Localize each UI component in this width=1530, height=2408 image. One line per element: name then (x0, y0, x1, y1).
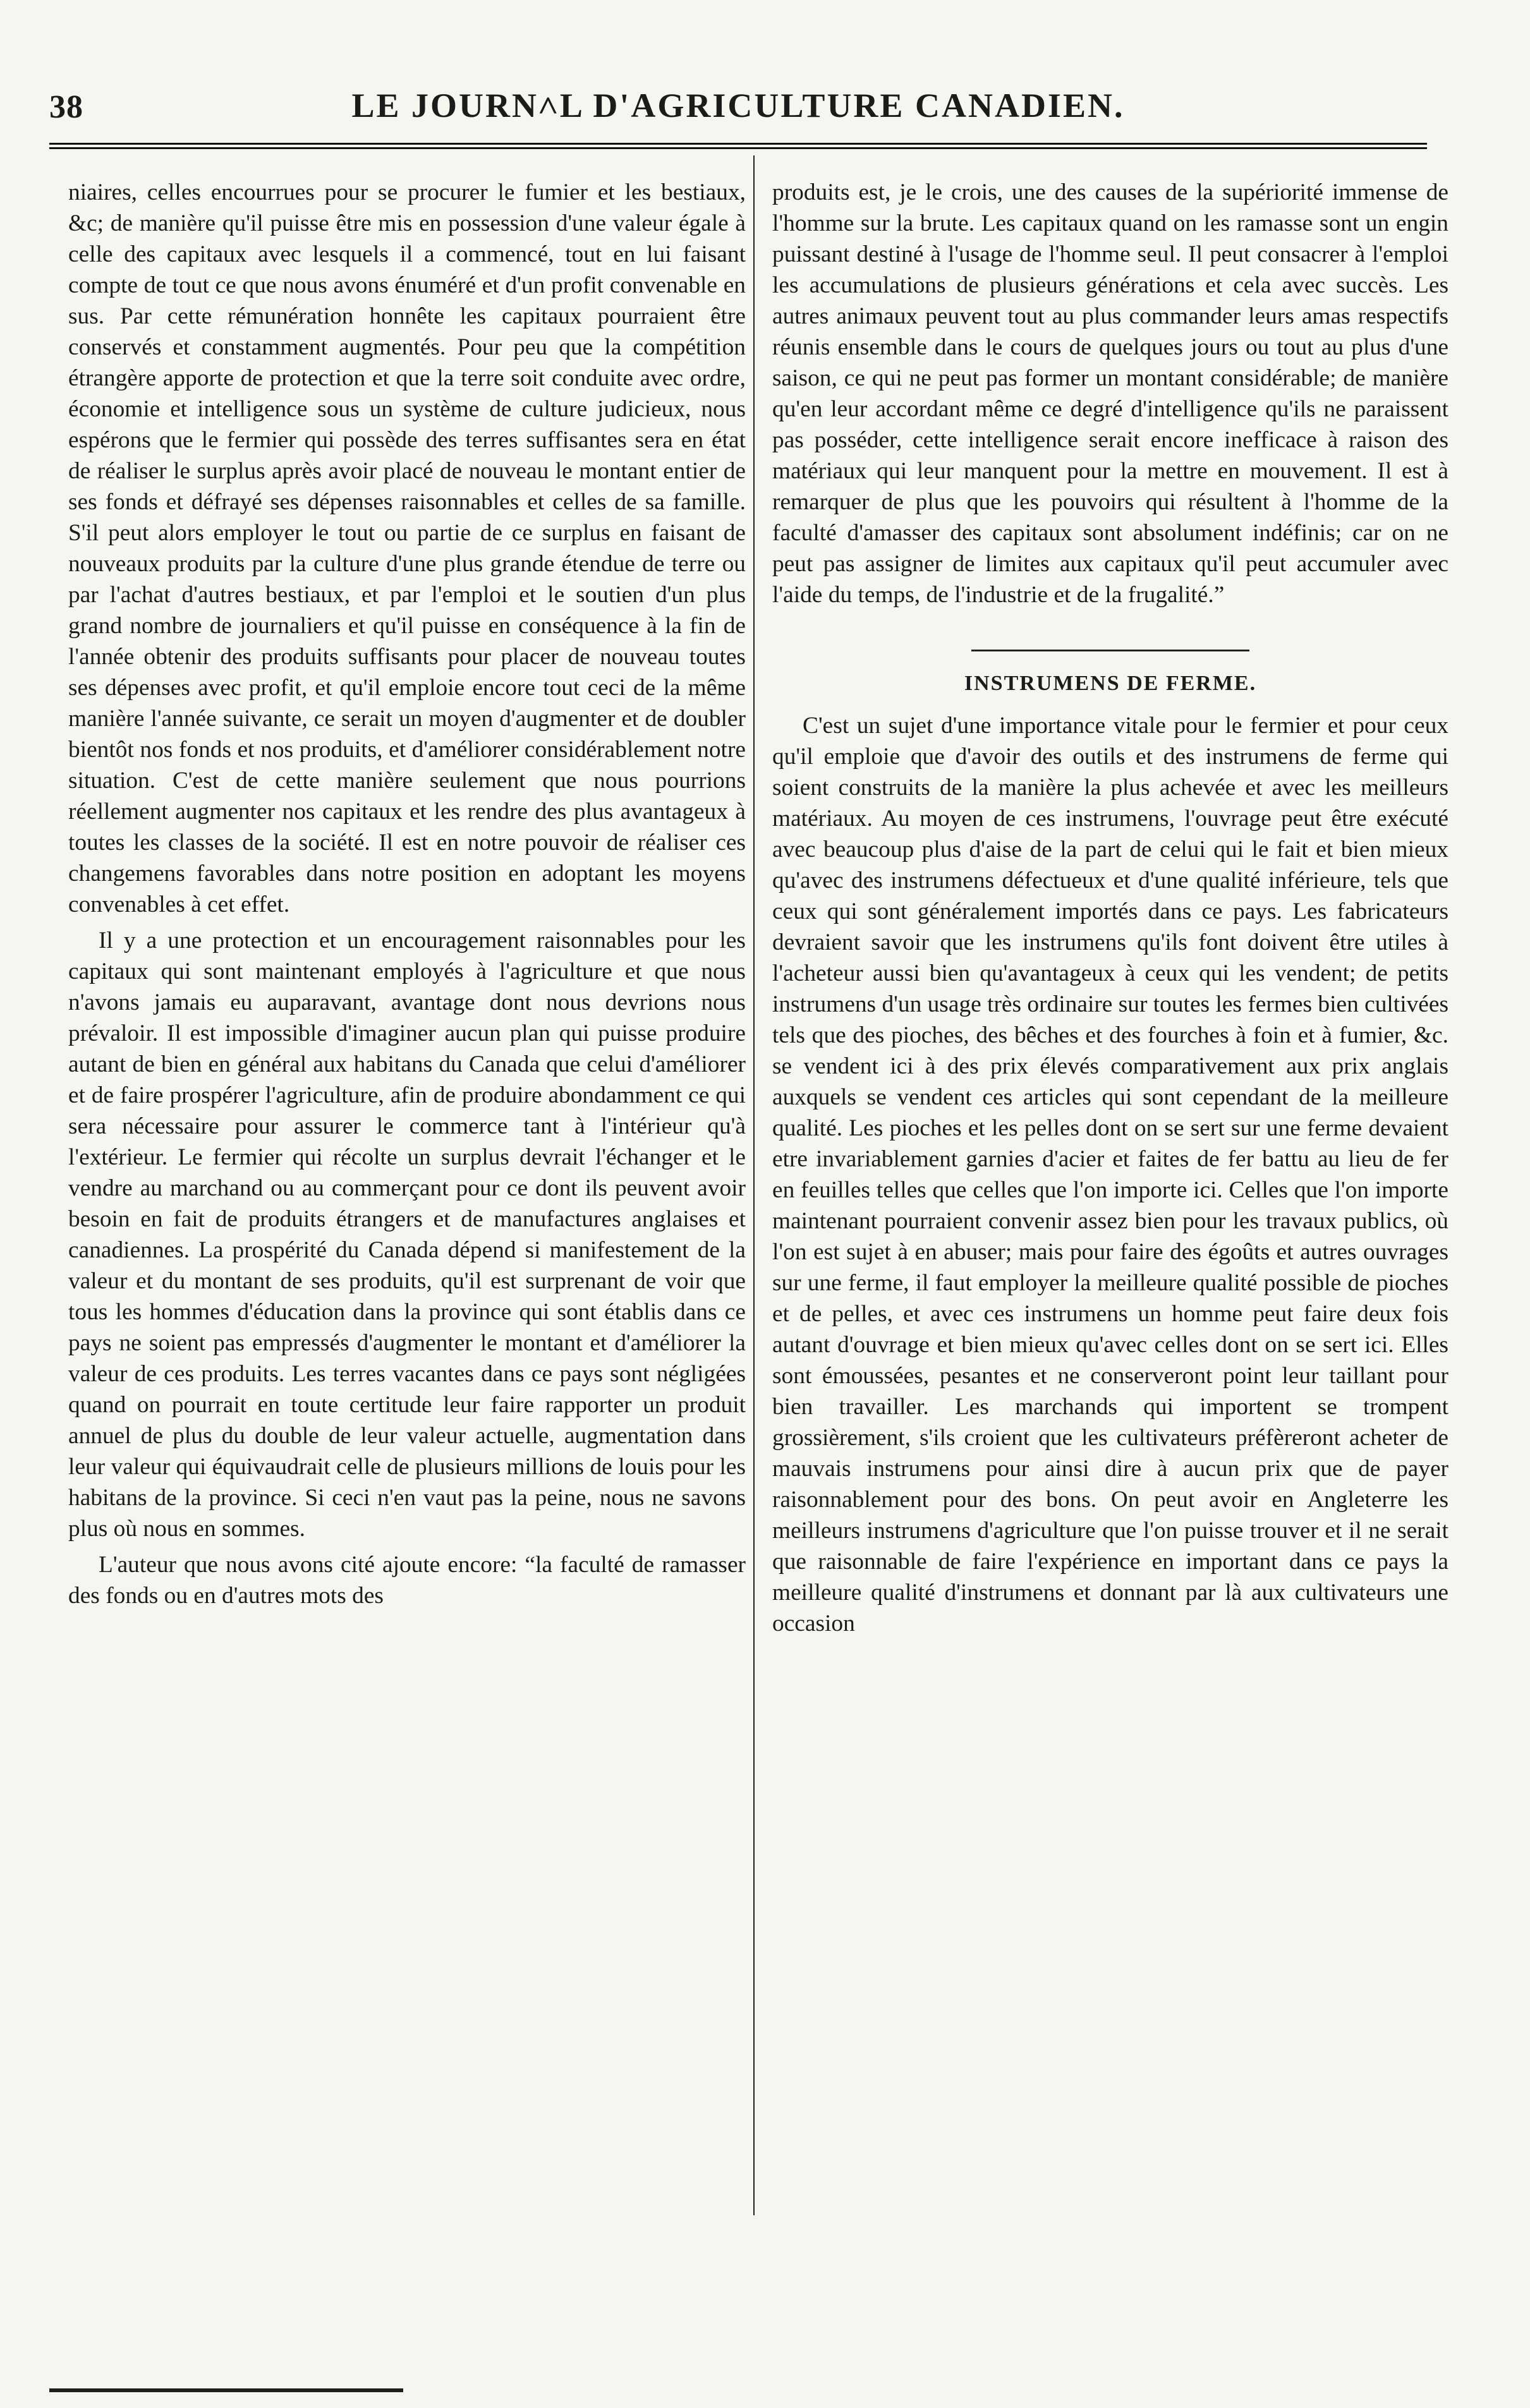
running-title: LE JOURN˄L D'AGRICULTURE CANADIEN. (351, 87, 1125, 124)
footer-rule (49, 2388, 403, 2392)
left-paragraph-3: L'auteur que nous avons cité ajoute encore: “la faculté de ramasser des fonds ou en d'autres mots des (68, 1552, 746, 1609)
column-divider (753, 155, 755, 2215)
right-column (772, 177, 1448, 1639)
section-rule (971, 650, 1249, 651)
page-number: 38 (49, 89, 83, 125)
left-column (68, 177, 746, 1611)
page-header (49, 81, 1427, 138)
left-paragraph-2: Il y a une protection et un encouragement raisonnables pour les capitaux qui sont maintenant employés à l'agriculture et que nous n'avons jamais eu auparavant, avantage dont nous devrions nous prévaloir. Il est impossible d'imaginer aucun plan qui puisse produire autant de bien en général aux habitans du Canada que celui d'améliorer et de faire prospérer l'agriculture, afin de produire abondamment ce qui sera nécessaire pour assurer le commerce tant à l'intérieur qu'à l'extérieur. Le fermier qui récolte un surplus devrait l'échanger et le vendre au marchand ou au commerçant pour ce dont ils peuvent avoir besoin en fait de produits étrangers et de manufactures anglaises et canadiennes. La prospérité du Canada dépend si manifestement de la valeur et du montant de ses produits, qu'il est surprenant de voir que tous les hommes d'éducation dans la province qui sont établis dans ce pays ne soient pas empressés d'augmenter le montant et d'améliorer la valeur de ces produits. Les terres vacantes dans ce pays sont négligées quand on pourrait en toute certitude leur faire rapporter un produit annuel de plus du double de leur valeur actuelle, augmentation dans leur valeur qui équivaudrait celle de plusieurs millions de louis pour les habitans de la province. Si ceci n'en vaut pas la peine, nous ne savons plus où nous en sommes. (68, 928, 746, 1542)
left-paragraph-1: niaires, celles encourrues pour se procurer le fumier et les bestiaux, &c; de manière qu'il puisse être mis en possession d'une valeur égale à celle des capitaux avec lesquels il a commencé, tout en lui faisant compte de tout ce que nous avons énuméré et d'un profit convenable en sus. Par cette rémunération honnête les capitaux pourraient être conservés et constamment augmentés. Pour peu que la compétition étrangère apporte de protection et que la terre soit conduite avec ordre, économie et intelligence sous un système de culture judicieux, nous espérons que le fermier qui possède des terres suffisantes sera en état de réaliser le surplus après avoir placé de nouveau le montant entier de ses fonds et défrayé ses dépenses raisonnables et celles de sa famille. S'il peut alors employer le tout ou partie de ce surplus en faisant de nouveaux produits par la culture d'une plus grande étendue de terre ou par l'achat d'autres bestiaux, et par l'emploi et le soutien d'un plus grand nombre de journaliers et qu'il puisse en conséquence à la fin de l'année obtenir des produits suffisants pour placer de nouveau toutes ses dépenses avec profit, et qu'il emploie encore tout ceci de la même manière l'année suivante, ce serait un moyen d'augmenter et de doubler bientôt nos fonds et nos produits, et d'améliorer considérablement notre situation. C'est de cette manière seulement que nous pourrions réellement augmenter nos capitaux et les rendre des plus avantageux à toutes les classes de la société. Il est en notre pouvoir de réaliser ces changemens favorables dans notre position en adoptant les moyens convenables à cet effet. (68, 179, 746, 917)
right-paragraph-2: C'est un sujet d'une importance vitale pour le fermier et pour ceux qu'il emploie que d'avoir des outils et des instrumens de ferme qui soient construits de la manière la plus achevée et avec les meilleurs matériaux. Au moyen de ces instrumens, l'ouvrage peut être exécuté avec beaucoup plus d'aise de la part de celui qui le fait et bien mieux qu'avec des instrumens défectueux et d'une qualité inférieure, tels que ceux qui sont généralement importés dans ce pays. Les fabricateurs devraient savoir que les instrumens qu'ils font doivent être utiles à l'acheteur aussi bien qu'avantageux à ceux qui les vendent; de petits instrumens d'un usage très ordinaire sur toutes les fermes bien cultivées tels que des pioches, des bêches et des fourches à foin et à fumier, &c. se vendent ici à des prix élevés comparativement aux prix anglais auxquels se vendent ces articles qui sont cependant de la meilleure qualité. Les pioches et les pelles dont on se sert sur une ferme devaient etre invariablement garnies d'acier et faites de fer battu au lieu de fer en feuilles telles que celles que l'on importe ici. Celles que l'on importe maintenant pourraient convenir assez bien pour les travaux publics, où l'on est sujet à en abuser; mais pour faire des égoûts et autres ouvrages sur une ferme, il faut employer la meilleure qualité possible de pioches et de pelles, et avec ces instrumens un homme peut faire deux fois autant d'ouvrage et bien mieux qu'avec celles dont on se sert ici. Elles sont émoussées, pesantes et ne conserveront point leur taillant pour bien travailler. Les marchands qui importent se trompent grossièrement, s'ils croient que les cultivateurs préfèreront acheter de mauvais instrumens pour ainsi dire à aucun prix que de payer raisonnablement pour des bons. On peut avoir en Angleterre les meilleurs instrumens d'agriculture que l'on puisse trouver et il ne serait que raisonnable de faire l'expérience en important dans ce pays la meilleure qualité d'instrumens et donnant par là aux cultivateurs une occasion (772, 713, 1449, 1637)
section-heading: INSTRUMENS DE FERME. (964, 672, 1257, 695)
header-double-rule (49, 143, 1427, 149)
right-paragraph-1: produits est, je le crois, une des causes de la supériorité immense de l'homme sur la brute. Les capitaux quand on les ramasse sont un engin puissant destiné à l'usage de l'homme seul. Il peut consacrer à l'emploi les accumulations de plusieurs générations et cela avec succès. Les autres animaux peuvent tout au plus commander leurs amas respectifs réunis ensemble dans le cours de quelques jours ou tout au plus d'une saison, ce qui ne peut pas former un montant considérable; de manière qu'en leur accordant même ce degré d'intelligence qu'ils ne paraissent pas posséder, cette intelligence serait encore inefficace à raison des matériaux qui leur manquent pour la mettre en mouvement. Il est à remarquer de plus que les pouvoirs qui résultent à l'homme de la faculté d'amasser des capitaux sont absolument indéfinis; car on ne peut pas assigner de limites aux capitaux qu'il peut accumuler avec l'aide du temps, de l'industrie et de la frugalité.” (772, 179, 1448, 608)
